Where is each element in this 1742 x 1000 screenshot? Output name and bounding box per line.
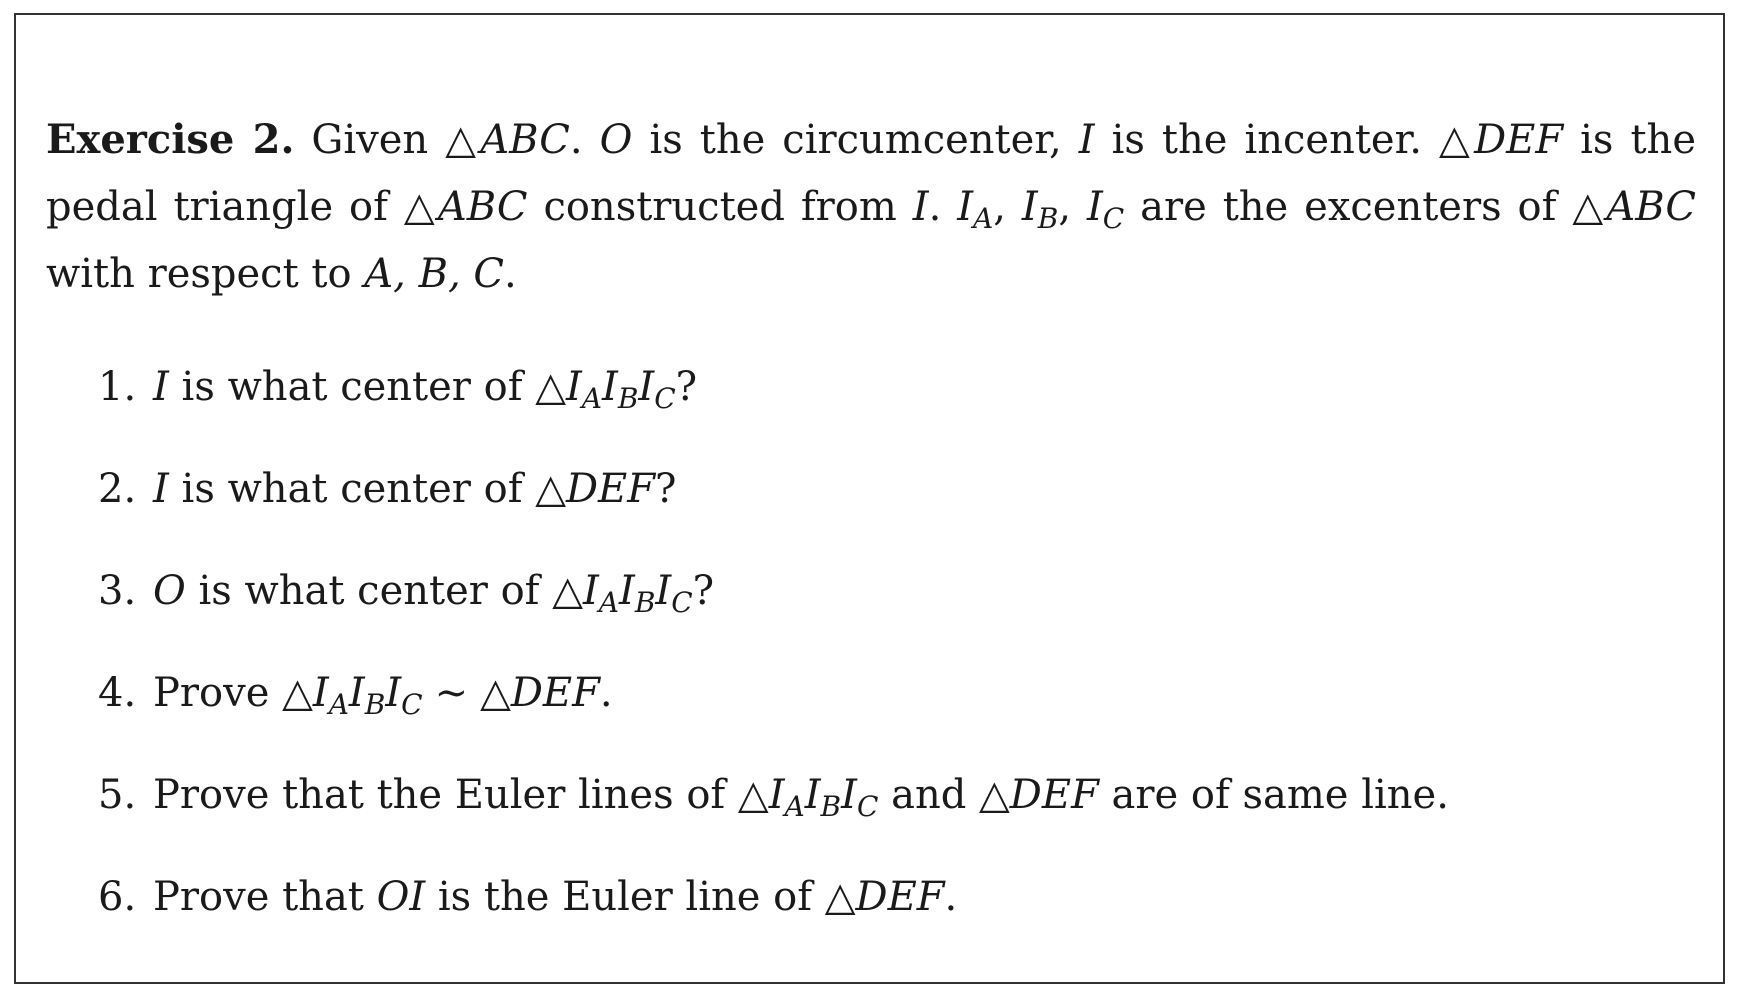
sub-a: A <box>784 789 805 823</box>
similar-symbol: ∼ <box>434 670 469 716</box>
math-abc: ABC <box>437 184 528 230</box>
math-i: I <box>565 364 582 410</box>
triangle-symbol: △ <box>535 364 566 410</box>
math-abc: ABC <box>480 117 570 163</box>
question-number: 4. <box>98 670 137 716</box>
math-def: DEF <box>1009 772 1099 818</box>
exercise-label: Exercise 2. <box>46 116 295 163</box>
math-i: I <box>768 772 785 818</box>
text: . <box>569 117 600 163</box>
triangle-symbol: △ <box>1572 184 1607 230</box>
sub-a: A <box>328 687 349 721</box>
text: Given <box>294 117 446 163</box>
question-text: is what center of <box>185 568 553 614</box>
triangle-symbol: △ <box>480 670 511 716</box>
text: with respect to <box>46 251 365 297</box>
text: . <box>928 184 958 230</box>
math-oi: OI <box>376 874 426 920</box>
sub-a: A <box>973 201 994 235</box>
sub-c: C <box>856 789 879 823</box>
math-def: DEF <box>1474 117 1564 163</box>
text: are the excenters of <box>1124 184 1573 230</box>
sub-a: A <box>598 585 620 619</box>
math-i: I <box>1078 117 1095 163</box>
text: is the incenter. <box>1094 117 1440 163</box>
sub-b: B <box>820 789 842 823</box>
text: . <box>504 251 517 297</box>
question-text: Prove that <box>153 874 377 920</box>
math-i: I <box>385 670 402 716</box>
question-text: is what center of <box>168 364 536 410</box>
math-excentral-triangle <box>768 772 879 823</box>
question-3 <box>98 566 715 619</box>
math-def: DEF <box>565 466 656 512</box>
question-text: . <box>599 670 613 716</box>
question-text: is what center of <box>168 466 536 512</box>
question-2 <box>98 464 676 514</box>
math-i: I <box>348 670 365 716</box>
sub-b: B <box>617 381 639 415</box>
math-i: I <box>312 670 329 716</box>
math-def: DEF <box>855 874 945 920</box>
question-number: 5. <box>98 772 137 818</box>
math-excentral-triangle <box>582 568 693 619</box>
question-number: 2. <box>98 466 137 512</box>
math-o: O <box>153 568 186 614</box>
math-abc: ABC <box>1606 184 1697 230</box>
question-text: ? <box>692 568 715 614</box>
math-def: DEF <box>510 670 600 716</box>
triangle-symbol: △ <box>979 772 1010 818</box>
question-number: 3. <box>98 568 137 614</box>
triangle-symbol: △ <box>535 466 566 512</box>
question-text: are of same line. <box>1098 772 1449 818</box>
sub-b: B <box>364 687 386 721</box>
math-o: O <box>599 117 633 163</box>
triangle-symbol: △ <box>1439 117 1475 163</box>
sub-b: B <box>1037 201 1059 235</box>
question-text: ? <box>655 466 677 512</box>
question-4 <box>98 668 613 721</box>
question-text: Prove <box>153 670 283 716</box>
math-excentral-triangle <box>565 364 676 415</box>
question-number: 6. <box>98 874 137 920</box>
math-i: I <box>957 184 974 230</box>
math-i: I <box>1021 184 1038 230</box>
question-text: ? <box>675 364 698 410</box>
text: is the pedal triangle of <box>46 117 1696 230</box>
text: is the circumcenter, <box>632 117 1079 163</box>
question-text: Prove that the Euler lines of <box>153 772 738 818</box>
math-i: I <box>153 466 169 512</box>
question-text: and <box>878 772 980 818</box>
comma: , <box>993 184 1022 230</box>
math-excenters <box>957 184 1125 235</box>
math-abc-list: A, B, C <box>364 251 504 297</box>
triangle-symbol: △ <box>737 772 769 818</box>
question-6 <box>98 872 957 922</box>
question-text: . <box>944 874 958 920</box>
triangle-symbol: △ <box>445 117 481 163</box>
math-i: I <box>153 364 169 410</box>
sub-a: A <box>581 381 603 415</box>
triangle-symbol: △ <box>552 568 583 614</box>
math-i: I <box>841 772 857 818</box>
sub-c: C <box>671 585 693 619</box>
triangle-symbol: △ <box>403 184 438 230</box>
math-i: I <box>1086 184 1103 230</box>
question-text: is the Euler line of <box>425 874 825 920</box>
math-i: I <box>804 772 821 818</box>
question-number: 1. <box>98 364 137 410</box>
sub-c: C <box>654 381 676 415</box>
exercise-statement <box>46 106 1696 308</box>
text: constructed from <box>527 184 913 230</box>
sub-b: B <box>634 585 656 619</box>
sub-c: C <box>401 687 423 721</box>
question-1 <box>98 362 698 415</box>
math-i: I <box>912 184 929 230</box>
sub-c: C <box>1102 201 1125 235</box>
math-i: I <box>638 364 655 410</box>
comma: , <box>1058 184 1087 230</box>
math-i: I <box>619 568 635 614</box>
math-i: I <box>602 364 618 410</box>
question-5 <box>98 770 1449 823</box>
math-i: I <box>582 568 599 614</box>
math-i: I <box>655 568 672 614</box>
math-excentral-triangle <box>312 670 423 721</box>
triangle-symbol: △ <box>282 670 313 716</box>
triangle-symbol: △ <box>824 874 856 920</box>
